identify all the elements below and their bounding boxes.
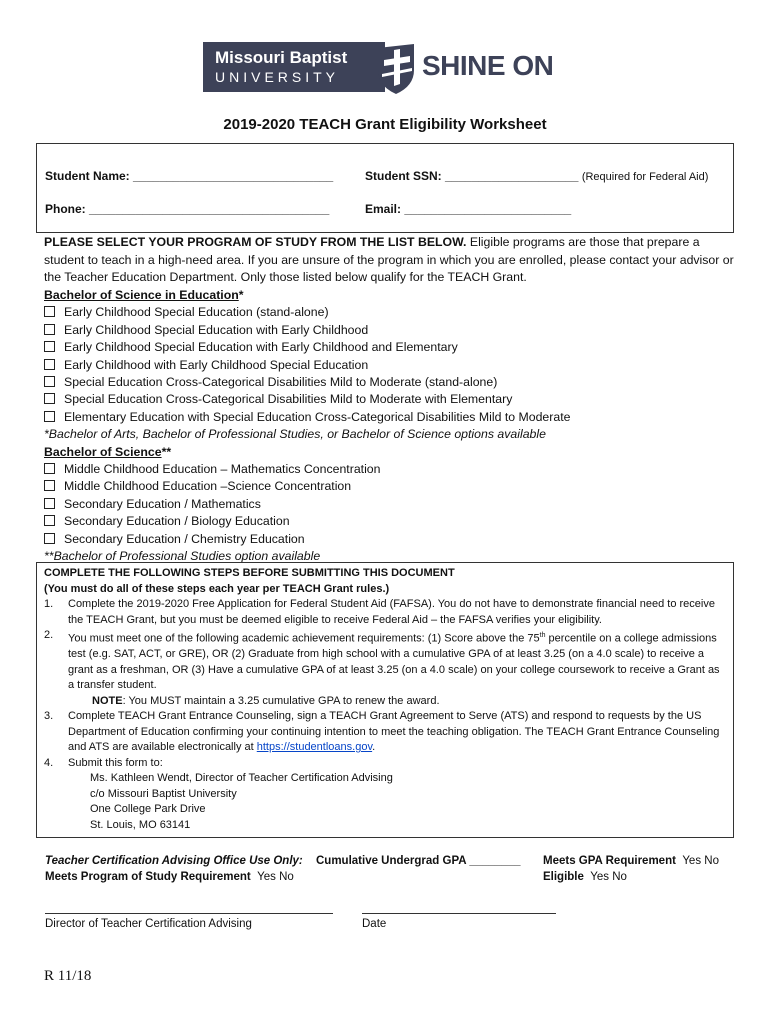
bse-option[interactable] <box>44 374 570 391</box>
option-label: Elementary Education with Special Education Cross-Categorical Disabilities Mild to Moderate <box>64 409 571 424</box>
date-label: Date <box>362 918 387 930</box>
option-label: Secondary Education / Mathematics <box>64 496 261 511</box>
step-1: 1. Complete the 2019-2020 Free Application for Federal Student Aid (FAFSA). You do not have to demonstrate financial need to receive the TEACH Grant, but you must be deemed eligible to receive Federal Aid – the FAFSA verifies your eligibility. <box>44 598 715 626</box>
checkbox[interactable] <box>44 515 55 526</box>
option-label: Early Childhood Special Education (stand-alone) <box>64 305 329 320</box>
program-instructions: PLEASE SELECT YOUR PROGRAM OF STUDY FROM THE LIST BELOW. Eligible programs are those that prepare a student to teach in a high-need area. If you are unsure of the program in which you are enrolled, please contact your advisor or the Teacher Education Department. Only those listed below qualify for the TEACH Grant. <box>44 235 734 284</box>
signature-line[interactable] <box>45 913 333 914</box>
student-name-field[interactable]: Student Name: ______________________________ <box>45 169 334 183</box>
bse-option[interactable] <box>44 339 570 356</box>
date-line[interactable] <box>362 913 556 914</box>
email-field[interactable]: Email: _________________________ <box>365 202 572 216</box>
bs-option[interactable] <box>44 461 570 478</box>
logo-university: UNIVERSITY <box>215 69 340 85</box>
office-use-label: Teacher Certification Advising Office Use Only: <box>45 855 303 867</box>
checkbox[interactable] <box>44 533 55 544</box>
option-label: Middle Childhood Education – Mathematics Concentration <box>64 462 381 477</box>
bs-heading: Bachelor of Science** <box>44 444 172 459</box>
signature-label: Director of Teacher Certification Advising <box>45 918 252 930</box>
checkbox[interactable] <box>44 480 55 491</box>
bse-heading: Bachelor of Science in Education* <box>44 288 244 302</box>
bse-option[interactable] <box>44 357 570 374</box>
step-4: 4. Submit this form to: <box>44 756 163 769</box>
bs-option[interactable] <box>44 513 570 530</box>
bse-option[interactable] <box>44 322 570 339</box>
gpa-requirement: Meets GPA Requirement Yes No <box>543 855 719 867</box>
steps-subheading: (You must do all of these steps each year per TEACH Grant rules.) <box>44 582 390 595</box>
steps-list <box>44 566 724 833</box>
checkbox[interactable] <box>44 498 55 509</box>
checkbox[interactable] <box>44 463 55 474</box>
bs-option[interactable] <box>44 478 570 495</box>
gpa-field[interactable]: Cumulative Undergrad GPA ________ <box>316 855 521 867</box>
program-requirement: Meets Program of Study Requirement Yes No <box>45 871 294 883</box>
bse-option[interactable] <box>44 409 570 426</box>
option-label: Early Childhood Special Education with Early Childhood <box>64 322 369 337</box>
option-label: Early Childhood with Early Childhood Special Education <box>64 357 369 372</box>
studentloans-link[interactable]: https://studentloans.gov <box>256 741 373 754</box>
step-2: 2. You must meet one of the following academic achievement requirements: (1) Score above the 75th percentile on a college admissions test (e.g. SAT, ACT, or GRE), OR (2) Graduate from high school with a cumulative GPA of at least 3.25 (on a 4.0 scale) to receive a grant as a freshman, OR (3) Have a cumulative GPA of at least 3.25 (on a 4.0 scale) on your college coursework to receive a Grant as a transfer student. <box>44 629 720 692</box>
gpa-note: NOTE: You MUST maintain a 3.25 cumulative GPA to renew the award. <box>92 694 440 707</box>
checkbox[interactable] <box>44 324 55 335</box>
checkbox[interactable] <box>44 393 55 404</box>
option-label: Special Education Cross-Categorical Disabilities Mild to Moderate (stand-alone) <box>64 375 498 390</box>
option-label: Middle Childhood Education –Science Concentration <box>64 479 352 494</box>
phone-field[interactable]: Phone: ____________________________________ <box>45 202 330 216</box>
logo-name: Missouri Baptist <box>215 48 348 67</box>
bs-note: **Bachelor of Professional Studies option available <box>44 549 321 564</box>
student-info-box <box>36 143 734 233</box>
bse-note: *Bachelor of Arts, Bachelor of Professional Studies, or Bachelor of Science options available <box>44 427 546 442</box>
option-label: Secondary Education / Biology Education <box>64 514 290 529</box>
bse-option[interactable] <box>44 391 570 408</box>
option-label: Early Childhood Special Education with Early Childhood and Elementary <box>64 340 458 355</box>
revision-mark: R 11/18 <box>44 968 92 984</box>
bs-option[interactable] <box>44 531 570 548</box>
checkbox[interactable] <box>44 341 55 352</box>
eligible-status: Eligible Yes No <box>543 871 627 883</box>
ssn-note: (Required for Federal Aid) <box>581 171 709 183</box>
mailing-address: Ms. Kathleen Wendt, Director of Teacher Certification Advising c/o Missouri Baptist University One College Park Drive St. Louis, MO 63141 <box>90 772 393 831</box>
bse-option[interactable] <box>44 304 570 321</box>
bs-option[interactable] <box>44 496 570 513</box>
checkbox[interactable] <box>44 411 55 422</box>
steps-heading: COMPLETE THE FOLLOWING STEPS BEFORE SUBMITTING THIS DOCUMENT <box>44 567 455 579</box>
option-label: Special Education Cross-Categorical Disabilities Mild to Moderate with Elementary <box>64 392 513 407</box>
checkbox[interactable] <box>44 359 55 370</box>
shield-cross-icon <box>374 40 418 96</box>
bse-section <box>44 287 570 566</box>
page-title: 2019-2020 TEACH Grant Eligibility Worksheet <box>223 116 547 133</box>
step-3: 3. Complete TEACH Grant Entrance Counseling, sign a TEACH Grant Agreement to Serve (ATS) and respond to requests by the US Department of Education confirming your continuing intention to meet the teaching obligation. The TEACH Grant Entrance Counseling and ATS are available electronically at https://studentloans.gov. <box>44 710 720 754</box>
tagline: SHINE ON <box>422 50 554 81</box>
option-label: Secondary Education / Chemistry Education <box>64 531 305 546</box>
checkbox[interactable] <box>44 306 55 317</box>
checkbox[interactable] <box>44 376 55 387</box>
student-ssn-field[interactable]: Student SSN: ____________________ (Required for Federal Aid) <box>365 169 709 183</box>
university-logo <box>203 42 385 92</box>
